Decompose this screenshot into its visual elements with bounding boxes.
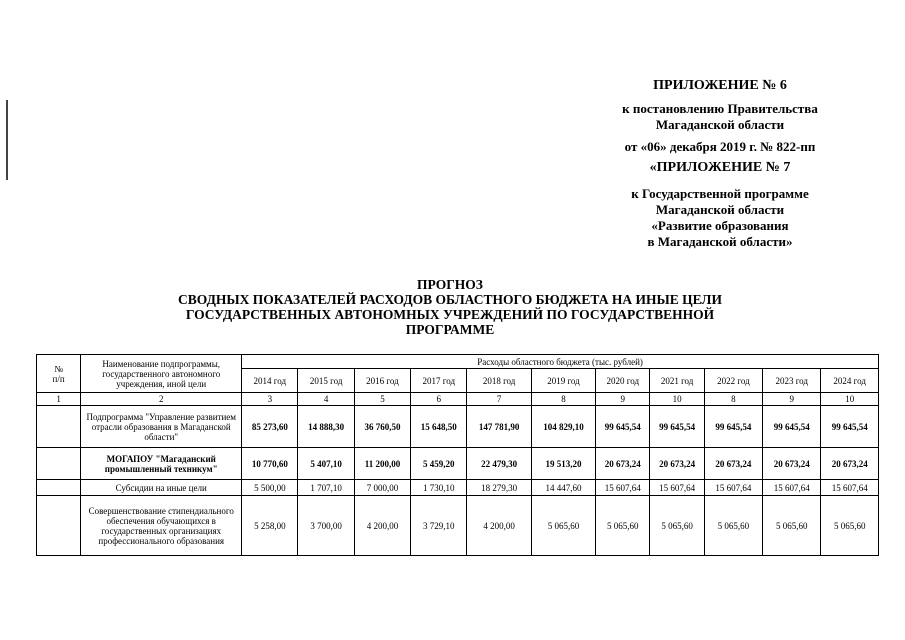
column-numbers-row xyxy=(37,393,879,406)
row-value: 36 760,50 xyxy=(354,406,410,448)
col-number: 2 xyxy=(81,393,242,406)
header-year: 2019 год xyxy=(531,369,595,393)
col-number: 7 xyxy=(467,393,531,406)
table-row-scholarship xyxy=(37,496,879,556)
row-no xyxy=(37,480,81,496)
row-name: Подпрограмма "Управление развитием отрасли образования в Магаданской области" xyxy=(81,406,242,448)
col-number: 1 xyxy=(37,393,81,406)
forecast-table xyxy=(36,354,879,556)
col-number: 5 xyxy=(354,393,410,406)
header-col-name: Наименование подпрограммы, государственного автономного учреждения, иной цели xyxy=(81,355,242,393)
header-col-group: Расходы областного бюджета (тыс. рублей) xyxy=(242,355,879,369)
row-value: 4 200,00 xyxy=(354,496,410,556)
header-year: 2017 год xyxy=(411,369,467,393)
row-value: 22 479,30 xyxy=(467,448,531,480)
col-number: 6 xyxy=(411,393,467,406)
row-no xyxy=(37,448,81,480)
table-row-subprogram xyxy=(37,406,879,448)
scan-edge-mark xyxy=(6,100,8,180)
row-value: 104 829,10 xyxy=(531,406,595,448)
col-number: 4 xyxy=(298,393,354,406)
header-year: 2020 год xyxy=(596,369,650,393)
appendix-6-line1: к постановлению Правительства xyxy=(622,101,818,116)
row-value: 11 200,00 xyxy=(354,448,410,480)
appendix-6-decree: от «06» декабря 2019 г. № 822-пп xyxy=(624,139,816,154)
row-name: МОГАПОУ "Магаданский промышленный техникум" xyxy=(81,448,242,480)
col-number: 10 xyxy=(821,393,879,406)
row-value: 99 645,54 xyxy=(596,406,650,448)
header-year: 2021 год xyxy=(650,369,704,393)
row-value: 19 513,20 xyxy=(531,448,595,480)
row-value: 85 273,60 xyxy=(242,406,298,448)
row-value: 20 673,24 xyxy=(650,448,704,480)
header-year: 2018 год xyxy=(467,369,531,393)
row-value: 5 065,60 xyxy=(531,496,595,556)
appendix-7-line4: в Магаданской области» xyxy=(647,234,793,249)
col-number: 9 xyxy=(763,393,821,406)
row-value: 15 607,64 xyxy=(821,480,879,496)
document-title xyxy=(120,277,780,337)
row-value: 15 607,64 xyxy=(763,480,821,496)
row-value: 7 000,00 xyxy=(354,480,410,496)
row-value: 20 673,24 xyxy=(763,448,821,480)
row-value: 5 065,60 xyxy=(821,496,879,556)
col-number: 3 xyxy=(242,393,298,406)
row-value: 18 279,30 xyxy=(467,480,531,496)
row-value: 4 200,00 xyxy=(467,496,531,556)
table-row-subsidies xyxy=(37,480,879,496)
row-value: 1 730,10 xyxy=(411,480,467,496)
row-value: 5 065,60 xyxy=(763,496,821,556)
header-year: 2016 год xyxy=(354,369,410,393)
title-line4: ПРОГРАММЕ xyxy=(405,322,495,337)
row-value: 5 065,60 xyxy=(650,496,704,556)
appendix-7-header xyxy=(600,160,840,250)
row-value: 99 645,54 xyxy=(763,406,821,448)
row-value: 20 673,24 xyxy=(596,448,650,480)
row-name: Субсидии на иные цели xyxy=(81,480,242,496)
row-value: 14 888,30 xyxy=(298,406,354,448)
row-value: 3 700,00 xyxy=(298,496,354,556)
row-value: 15 607,64 xyxy=(596,480,650,496)
row-value: 147 781,90 xyxy=(467,406,531,448)
appendix-7-line2: Магаданской области xyxy=(655,202,785,217)
table-row-institution xyxy=(37,448,879,480)
appendix-7-line3: «Развитие образования xyxy=(651,218,789,233)
appendix-7-line1: к Государственной программе xyxy=(631,186,809,201)
row-value: 15 607,64 xyxy=(650,480,704,496)
row-value: 15 607,64 xyxy=(704,480,762,496)
col-number: 10 xyxy=(650,393,704,406)
row-name: Совершенствование стипендиального обеспечения обучающихся в государственных организациях профессионального образования xyxy=(81,496,242,556)
header-year: 2023 год xyxy=(763,369,821,393)
appendix-7-title: «ПРИЛОЖЕНИЕ № 7 xyxy=(649,160,791,175)
row-no xyxy=(37,496,81,556)
row-value: 5 065,60 xyxy=(704,496,762,556)
title-line2: СВОДНЫХ ПОКАЗАТЕЛЕЙ РАСХОДОВ ОБЛАСТНОГО БЮДЖЕТА НА ИНЫЕ ЦЕЛИ xyxy=(178,292,722,307)
header-col-no: № п/п xyxy=(37,355,81,393)
row-value: 99 645,54 xyxy=(650,406,704,448)
row-value: 5 407,10 xyxy=(298,448,354,480)
col-number: 8 xyxy=(531,393,595,406)
row-value: 14 447,60 xyxy=(531,480,595,496)
title-line1: ПРОГНОЗ xyxy=(417,277,483,292)
row-no xyxy=(37,406,81,448)
row-value: 5 065,60 xyxy=(596,496,650,556)
row-value: 3 729,10 xyxy=(411,496,467,556)
row-value: 99 645,54 xyxy=(821,406,879,448)
appendix-6-title: ПРИЛОЖЕНИЕ № 6 xyxy=(653,78,787,93)
header-year: 2015 год xyxy=(298,369,354,393)
row-value: 5 258,00 xyxy=(242,496,298,556)
row-value: 5 459,20 xyxy=(411,448,467,480)
row-value: 10 770,60 xyxy=(242,448,298,480)
row-value: 20 673,24 xyxy=(704,448,762,480)
appendix-6-line2: Магаданской области xyxy=(655,117,785,132)
header-year: 2014 год xyxy=(242,369,298,393)
row-value: 15 648,50 xyxy=(411,406,467,448)
row-value: 1 707,10 xyxy=(298,480,354,496)
row-value: 20 673,24 xyxy=(821,448,879,480)
row-value: 5 500,00 xyxy=(242,480,298,496)
row-value: 99 645,54 xyxy=(704,406,762,448)
header-year: 2022 год xyxy=(704,369,762,393)
title-line3: ГОСУДАРСТВЕННЫХ АВТОНОМНЫХ УЧРЕЖДЕНИЙ ПО ГОСУДАРСТВЕННОЙ xyxy=(185,307,715,322)
appendix-6-header xyxy=(600,78,840,155)
header-year: 2024 год xyxy=(821,369,879,393)
col-number: 9 xyxy=(596,393,650,406)
col-number: 8 xyxy=(704,393,762,406)
